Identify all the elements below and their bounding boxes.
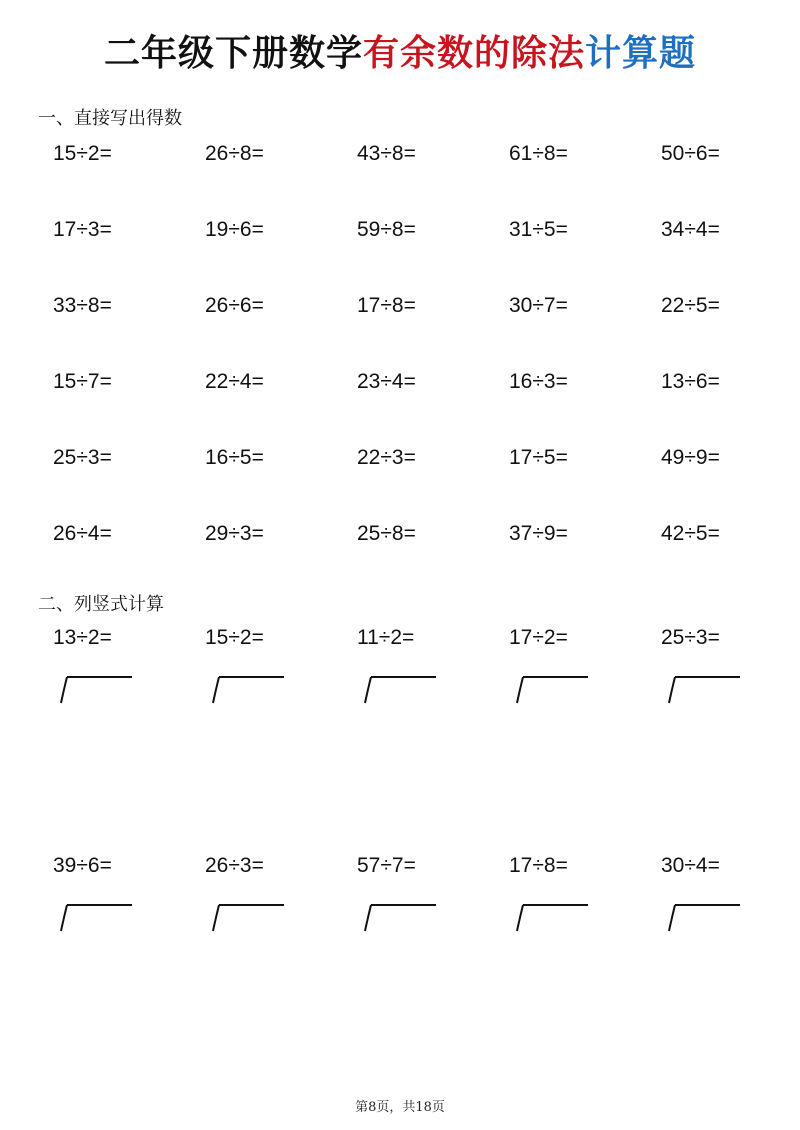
- problem: 39÷6=: [53, 854, 112, 877]
- problem: 37÷9=: [509, 522, 568, 545]
- problem: 17÷8=: [509, 854, 568, 877]
- problem: 26÷3=: [205, 854, 264, 877]
- problem: 15÷2=: [205, 626, 264, 649]
- problem: 17÷5=: [509, 446, 568, 469]
- division-bracket: [211, 675, 285, 705]
- problem: 26÷6=: [205, 294, 264, 317]
- problem: 30÷7=: [509, 294, 568, 317]
- problem: 26÷8=: [205, 142, 264, 165]
- division-bracket: [363, 903, 437, 933]
- page-footer: 第8页，共18页: [355, 1100, 445, 1115]
- problem: 22÷4=: [205, 370, 264, 393]
- division-bracket: [515, 675, 589, 705]
- title-part-grade: 二年级下册数学: [103, 33, 363, 74]
- problem: 19÷6=: [205, 218, 264, 241]
- problem: 43÷8=: [357, 142, 416, 165]
- problem: 42÷5=: [661, 522, 720, 545]
- problem: 13÷6=: [661, 370, 720, 393]
- problem: 15÷7=: [53, 370, 112, 393]
- problem: 57÷7=: [357, 854, 416, 877]
- problem: 29÷3=: [205, 522, 264, 545]
- problem: 49÷9=: [661, 446, 720, 469]
- section1-title: 一、直接写出得数: [38, 108, 182, 129]
- division-bracket: [59, 903, 133, 933]
- division-bracket: [667, 903, 741, 933]
- problem: 11÷2=: [357, 626, 415, 649]
- division-bracket: [515, 903, 589, 933]
- title-part-type: 计算题: [585, 33, 697, 74]
- problem: 25÷3=: [661, 626, 720, 649]
- problem: 17÷8=: [357, 294, 416, 317]
- problem: 17÷2=: [509, 626, 568, 649]
- problem: 15÷2=: [53, 142, 112, 165]
- problem: 13÷2=: [53, 626, 112, 649]
- problem: 59÷8=: [357, 218, 416, 241]
- division-bracket: [667, 675, 741, 705]
- problem: 25÷3=: [53, 446, 112, 469]
- division-bracket: [363, 675, 437, 705]
- problem: 26÷4=: [53, 522, 112, 545]
- division-bracket: [211, 903, 285, 933]
- problem: 33÷8=: [53, 294, 112, 317]
- problem: 25÷8=: [357, 522, 416, 545]
- problem: 34÷4=: [661, 218, 720, 241]
- problem: 16÷5=: [205, 446, 264, 469]
- problem: 22÷3=: [357, 446, 416, 469]
- problem: 16÷3=: [509, 370, 568, 393]
- problem: 61÷8=: [509, 142, 568, 165]
- problem: 23÷4=: [357, 370, 416, 393]
- problem: 50÷6=: [661, 142, 720, 165]
- division-bracket: [59, 675, 133, 705]
- problem: 31÷5=: [509, 218, 568, 241]
- problem: 22÷5=: [661, 294, 720, 317]
- page-title: [0, 30, 800, 78]
- problem: 30÷4=: [661, 854, 720, 877]
- problem: 17÷3=: [53, 218, 112, 241]
- section2-title: 二、列竖式计算: [38, 594, 164, 615]
- title-part-topic: 有余数的除法: [362, 33, 585, 74]
